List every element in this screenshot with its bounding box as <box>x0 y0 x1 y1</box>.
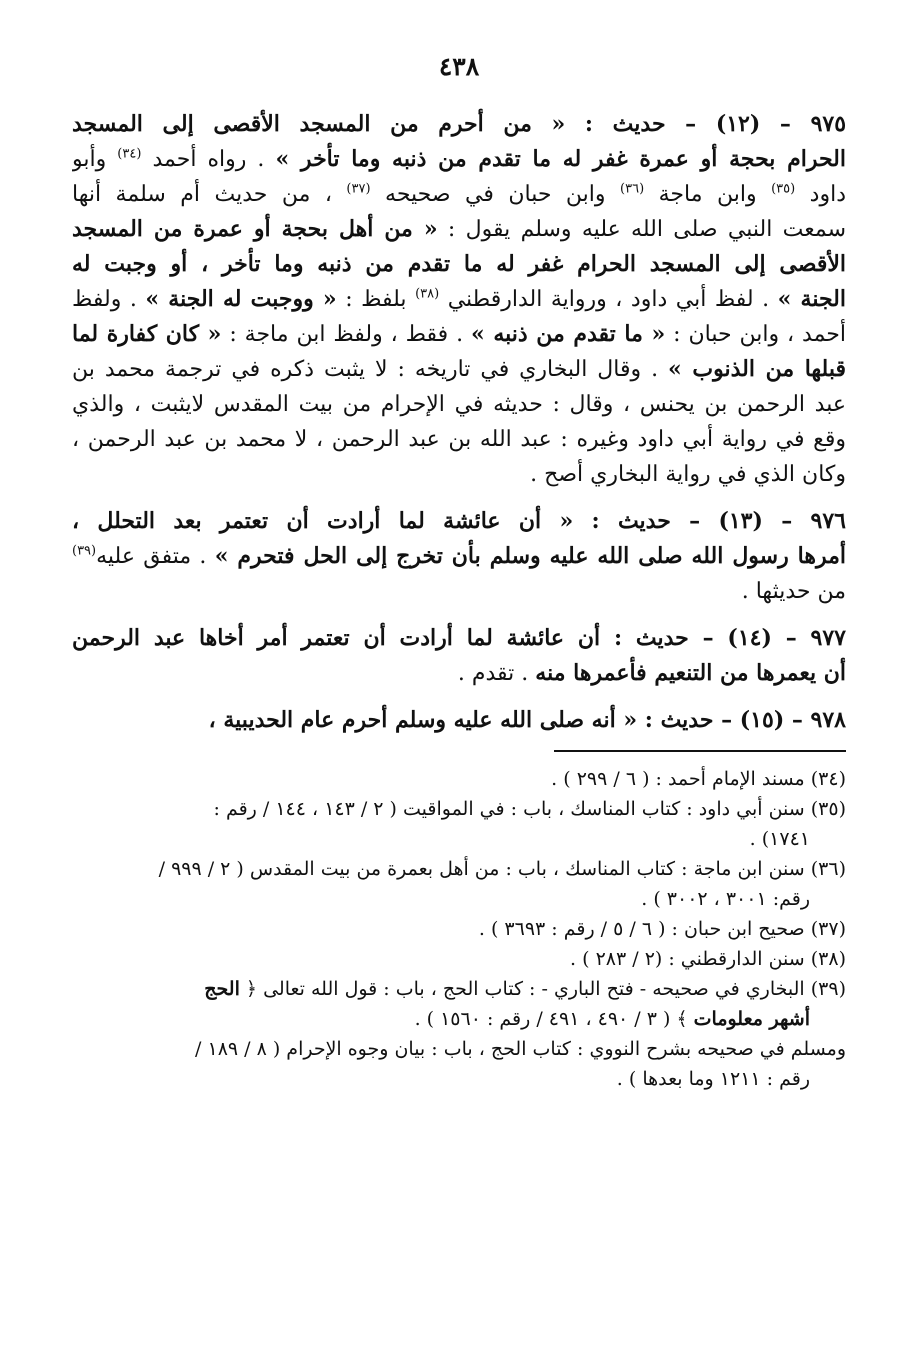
text-line <box>72 854 846 884</box>
bold-text: « ووجبت له الجنة » <box>145 286 337 312</box>
text-line <box>72 142 846 177</box>
text-line <box>72 1034 846 1064</box>
text-line <box>72 504 846 539</box>
footnote-separator <box>554 750 846 752</box>
bold-text: الحرام بحجة أو عمرة غفر له ما تقدم من ذنبه وما تأخر » <box>275 146 846 172</box>
text-line <box>72 1004 846 1034</box>
text-line <box>72 387 846 422</box>
bold-text: ٩٧٥ – (١٢) – حديث : « من أحرم من المسجد الأقصى إلى المسجد <box>72 111 846 137</box>
text-segment: وكان الذي في رواية البخاري أصح . <box>530 462 846 487</box>
text-segment: داود <box>795 182 846 207</box>
text-segment: ومسلم في صحيحه بشرح النووي : كتاب الحج ، باب : بيان وجوه الإحرام ( ٨ / ١٨٩ / <box>195 1038 846 1060</box>
text-line <box>72 422 846 457</box>
bold-text: « من أهل بحجة أو عمرة من المسجد <box>72 216 438 242</box>
bold-text: ٩٧٧ – (١٤) – حديث : أن عائشة لما أرادت أن تعتمر أمر أخاها عبد الرحمن <box>72 625 846 651</box>
text-line <box>72 539 846 574</box>
text-segment: (٣٤) مسند الإمام أحمد : ( ٦ / ٢٩٩ ) . <box>551 768 846 790</box>
footnote-marker: (٣٥) <box>771 181 796 197</box>
text-segment: . فقط ، ولفظ ابن ماجة : <box>221 322 471 347</box>
text-line <box>72 884 846 914</box>
text-segment: وابن حبان في صحيحه <box>370 182 621 207</box>
hadith-entry <box>72 621 846 691</box>
text-segment: وقع في رواية أبي داود وغيره : عبد الله بن عبد الرحمن ، لا محمد بن عبد الرحمن ، <box>72 427 846 452</box>
text-segment: ﴾ ( ٣ / ٤٩٠ ، ٤٩١ / رقم : ١٥٦٠ ) . <box>414 1008 694 1030</box>
text-line <box>72 914 846 944</box>
bold-text: « كان كفارة لما <box>72 321 222 347</box>
text-segment: (٣٧) صحيح ابن حبان : ( ٦ / ٥ / رقم : ٣٦٩٣ ) . <box>478 918 846 940</box>
text-segment: . تقدم . <box>457 661 536 686</box>
text-line <box>72 974 846 1004</box>
text-line <box>72 944 846 974</box>
text-segment: . متفق عليه <box>96 544 215 569</box>
footnote-item <box>72 1034 846 1094</box>
text-line <box>72 212 846 247</box>
footnote-item <box>72 974 846 1034</box>
text-segment: ١٧٤١) . <box>749 828 810 850</box>
bold-text: ٩٧٨ – (١٥) – حديث : « أنه صلى الله عليه وسلم أحرم عام الحديبية ، <box>208 707 846 733</box>
text-segment: رقم : ١٢١١ وما بعدها ) . <box>616 1068 810 1090</box>
bold-text: أن يعمرها من التنعيم فأعمرها منه <box>535 660 846 686</box>
footnote-marker: (٣٦) <box>620 181 645 197</box>
bold-text: أشهر معلومات <box>693 1008 810 1030</box>
hadith-entry <box>72 703 846 738</box>
text-segment: بلفظ : <box>336 287 416 312</box>
text-line <box>72 764 846 794</box>
text-line <box>72 352 846 387</box>
text-line <box>72 282 846 317</box>
text-segment: (٣٦) سنن ابن ماجة : كتاب المناسك ، باب : من أهل بعمرة من بيت المقدس ( ٢ / ٩٩٩ / <box>158 858 846 880</box>
text-segment: ، من حديث أم سلمة أنها <box>72 182 347 207</box>
text-line <box>72 107 846 142</box>
text-segment: (٣٥) سنن أبي داود : كتاب المناسك ، باب : في المواقيت ( ٢ / ١٤٣ ، ١٤٤ / رقم : <box>213 798 846 820</box>
text-line <box>72 457 846 492</box>
footnotes <box>72 764 846 1094</box>
bold-text: قبلها من الذنوب » <box>668 356 846 382</box>
bold-text: الحج <box>204 978 240 1000</box>
text-segment: وابن ماجة <box>644 182 772 207</box>
hadith-entry <box>72 107 846 492</box>
text-segment: (٣٩) البخاري في صحيحه - فتح الباري - : كتاب الحج ، باب : قول الله تعالى ﴿ <box>239 978 846 1000</box>
bold-text: الجنة » <box>777 286 846 312</box>
footnote-marker: (٣٧) <box>346 181 371 197</box>
footnote-marker: (٣٨) <box>415 286 440 302</box>
text-line <box>72 247 846 282</box>
text-segment: سمعت النبي صلى الله عليه وسلم يقول : <box>437 217 846 242</box>
main-text <box>72 107 846 738</box>
page-number: ٤٣٨ <box>438 52 480 81</box>
bold-text: أمرها رسول الله صلى الله عليه وسلم بأن تخرج إلى الحل فتحرم » <box>214 543 846 569</box>
footnote-item <box>72 764 846 794</box>
footnote-marker: (٣٩) <box>72 543 97 559</box>
text-segment: . ولفظ <box>72 287 146 312</box>
bold-text: الأقصى إلى المسجد الحرام غفر له ما تقدم من ذنبه وما تأخر ، أو وجبت له <box>72 251 846 277</box>
text-segment: . رواه أحمد <box>141 147 276 172</box>
text-line <box>72 621 846 656</box>
bold-text: « ما تقدم من ذنبه » <box>471 321 666 347</box>
text-line <box>72 177 846 212</box>
text-line <box>72 656 846 691</box>
text-line <box>72 824 846 854</box>
footnote-item <box>72 944 846 974</box>
footnote-item <box>72 914 846 944</box>
text-segment: رقم: ٣٠٠١ ، ٣٠٠٢ ) . <box>641 888 810 910</box>
text-segment: أحمد ، وابن حبان : <box>665 322 846 347</box>
text-segment: عبد الرحمن بن يحنس ، وقال : حديثه في الإحرام من بيت المقدس لايثبت ، والذي <box>72 392 846 417</box>
footnote-item <box>72 854 846 914</box>
text-line <box>72 574 846 609</box>
hadith-entry <box>72 504 846 609</box>
text-line <box>72 794 846 824</box>
text-segment: (٣٨) سنن الدارقطني : (٢ / ٢٨٣ ) . <box>570 948 846 970</box>
text-segment: من حديثها . <box>741 579 846 604</box>
footnote-marker: (٣٤) <box>117 146 142 162</box>
text-line <box>72 703 846 738</box>
text-line <box>72 317 846 352</box>
text-segment: . لفظ أبي داود ، ورواية الدارقطني <box>439 287 778 312</box>
footnote-item <box>72 794 846 854</box>
text-segment: وأبو <box>72 147 118 172</box>
bold-text: ٩٧٦ – (١٣) – حديث : « أن عائشة لما أرادت أن تعتمر بعد التحلل ، <box>72 508 846 534</box>
text-segment: . وقال البخاري في تاريخه : لا يثبت ذكره في ترجمة محمد بن <box>72 357 669 382</box>
text-line <box>72 1064 846 1094</box>
